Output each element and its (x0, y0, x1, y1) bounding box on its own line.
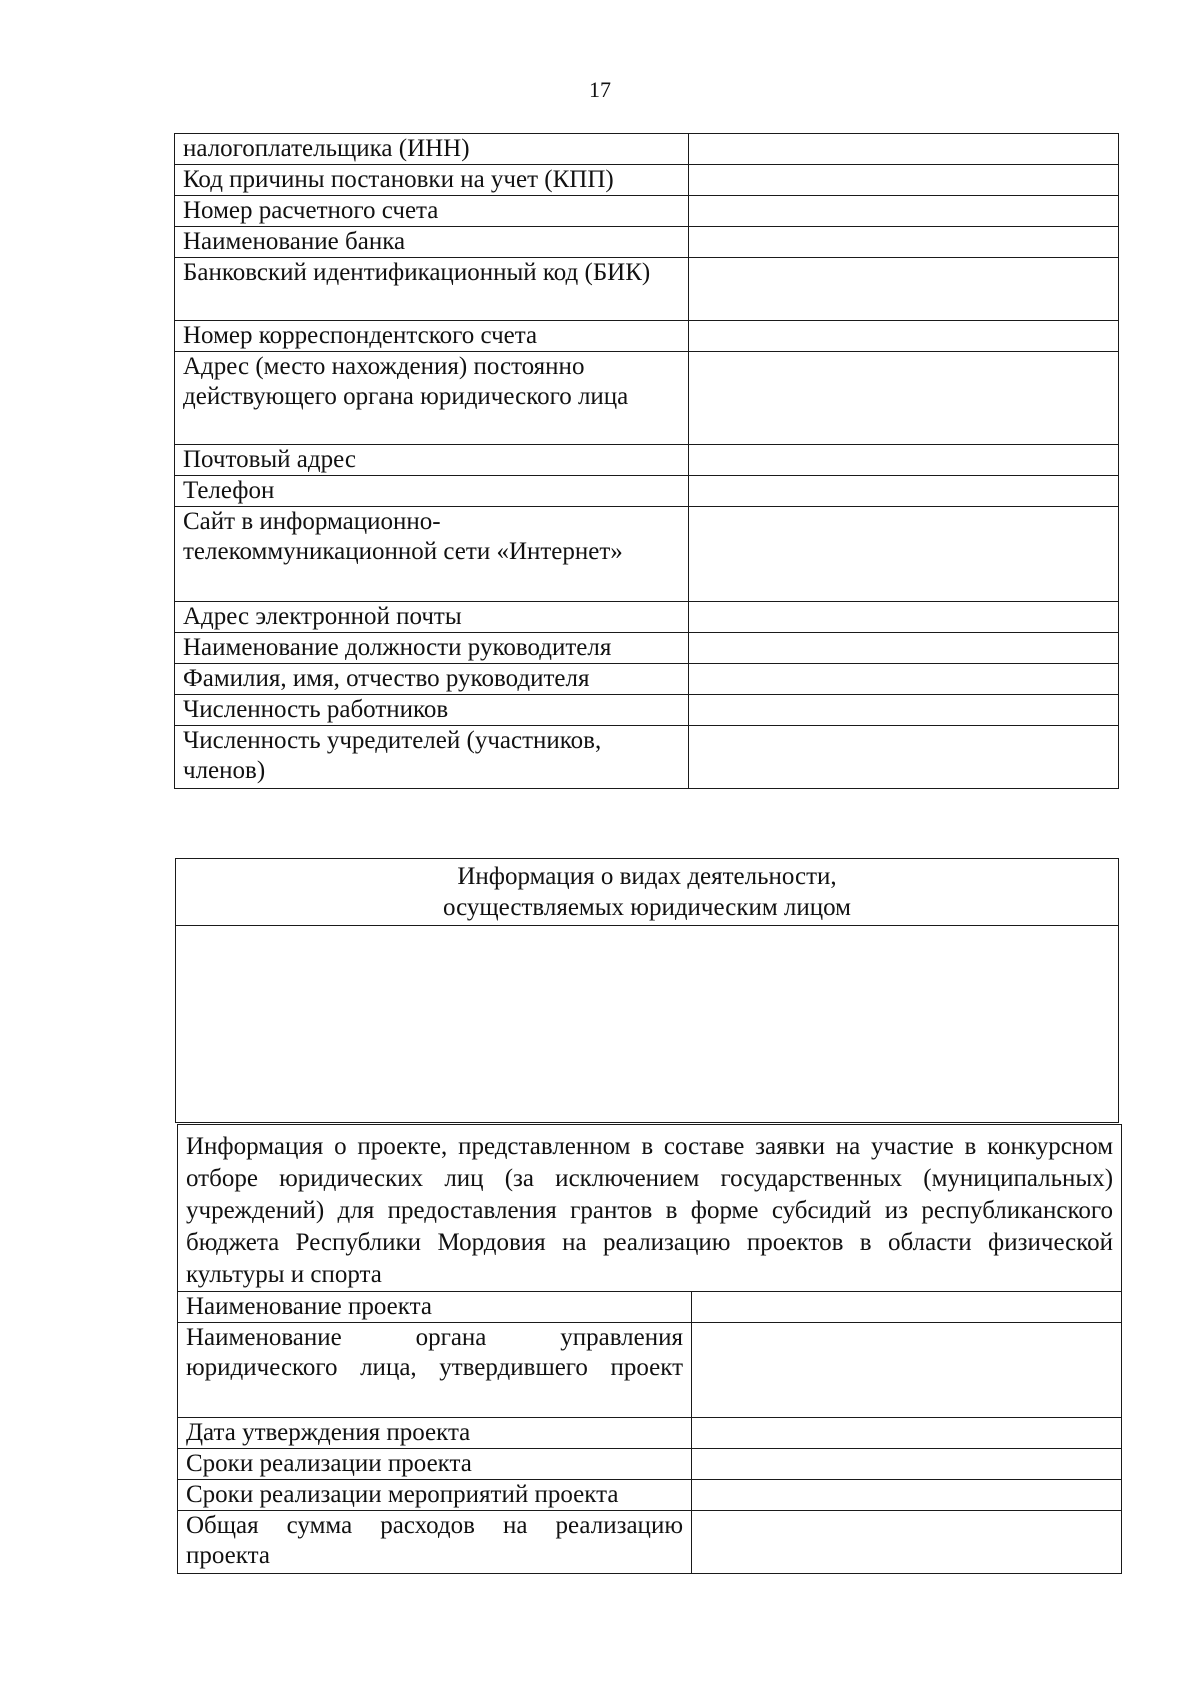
table-row (175, 258, 1119, 321)
table-row (175, 165, 1119, 196)
row-label-founders: Численность учредителей (участников, членов) (175, 726, 689, 789)
row-label-email: Адрес электронной почты (175, 602, 689, 633)
table-row (178, 1480, 1122, 1511)
table-row (175, 445, 1119, 476)
table-row (175, 352, 1119, 445)
table-row (178, 1418, 1122, 1449)
row-label-head-name: Фамилия, имя, отчество руководителя (175, 664, 689, 695)
row-label-website: Сайт в информационно-телекоммуникационной сети «Интернет» (175, 507, 689, 602)
table-row (175, 196, 1119, 227)
row-label-project-period: Сроки реализации проекта (178, 1449, 692, 1480)
table-row (178, 1511, 1122, 1574)
row-value-email[interactable] (689, 602, 1119, 633)
row-value-head-position[interactable] (689, 633, 1119, 664)
row-label-activities-period: Сроки реализации мероприятий проекта (178, 1480, 692, 1511)
activities-heading-line2: осуществляемых юридическим лицом (442, 894, 851, 921)
row-value-total-cost[interactable] (692, 1511, 1122, 1574)
row-label-postal-address: Почтовый адрес (175, 445, 689, 476)
table-row (175, 476, 1119, 507)
row-label-employees: Численность работников (175, 695, 689, 726)
row-label-bik: Банковский идентификационный код (БИК) (175, 258, 689, 321)
row-value-founders[interactable] (689, 726, 1119, 789)
row-value-corr-account[interactable] (689, 321, 1119, 352)
table-row (175, 507, 1119, 602)
row-value-approving-body[interactable] (692, 1323, 1122, 1418)
table-row (175, 134, 1119, 165)
activities-heading (176, 859, 1119, 926)
row-label-total-cost: Общая сумма расходов на реализацию проекта (178, 1511, 692, 1574)
row-label-inn: налогоплательщика (ИНН) (175, 134, 689, 165)
table-row (178, 1323, 1122, 1418)
table-row (175, 321, 1119, 352)
row-value-kpp[interactable] (689, 165, 1119, 196)
row-value-phone[interactable] (689, 476, 1119, 507)
row-value-inn[interactable] (689, 134, 1119, 165)
table-row (176, 859, 1119, 926)
row-label-account-number: Номер расчетного счета (175, 196, 689, 227)
row-value-activities-period[interactable] (692, 1480, 1122, 1511)
project-info-intro: Информация о проекте, представленном в составе заявки на участие в конкурсном отборе юридических лиц (за исключением государственных (муниципальных) учреждений) для предоставления грантов в форме субсидий из республиканского бюджета Республики Мордовия на реализацию проектов в области физической культуры и спорта (178, 1125, 1122, 1292)
activities-content[interactable] (176, 926, 1119, 1123)
row-value-address[interactable] (689, 352, 1119, 445)
row-value-bank-name[interactable] (689, 227, 1119, 258)
page-number: 17 (589, 77, 611, 102)
row-label-phone: Телефон (175, 476, 689, 507)
table-row (178, 1125, 1122, 1292)
row-value-website[interactable] (689, 507, 1119, 602)
row-value-head-name[interactable] (689, 664, 1119, 695)
row-value-postal-address[interactable] (689, 445, 1119, 476)
row-value-approval-date[interactable] (692, 1418, 1122, 1449)
table-row (178, 1292, 1122, 1323)
row-label-approval-date: Дата утверждения проекта (178, 1418, 692, 1449)
row-value-employees[interactable] (689, 695, 1119, 726)
project-info-table (177, 1124, 1122, 1574)
table-row (175, 602, 1119, 633)
table-row (175, 664, 1119, 695)
table-row (175, 227, 1119, 258)
row-value-project-name[interactable] (692, 1292, 1122, 1323)
row-label-head-position: Наименование должности руководителя (175, 633, 689, 664)
activities-table (175, 858, 1119, 1123)
table-row (175, 726, 1119, 789)
row-label-address: Адрес (место нахождения) постоянно действующего органа юридического лица (175, 352, 689, 445)
table-row (175, 633, 1119, 664)
activities-heading-line1: Информация о видах деятельности, (457, 863, 837, 890)
row-value-account-number[interactable] (689, 196, 1119, 227)
row-label-project-name: Наименование проекта (178, 1292, 692, 1323)
table-row (175, 695, 1119, 726)
row-label-corr-account: Номер корреспондентского счета (175, 321, 689, 352)
row-label-kpp: Код причины постановки на учет (КПП) (175, 165, 689, 196)
table-row (178, 1449, 1122, 1480)
row-label-bank-name: Наименование банка (175, 227, 689, 258)
row-value-project-period[interactable] (692, 1449, 1122, 1480)
row-value-bik[interactable] (689, 258, 1119, 321)
row-label-approving-body: Наименование органа управления юридического лица, утвердившего проект (178, 1323, 692, 1418)
table-row (176, 926, 1119, 1123)
legal-entity-details-table (174, 133, 1119, 789)
